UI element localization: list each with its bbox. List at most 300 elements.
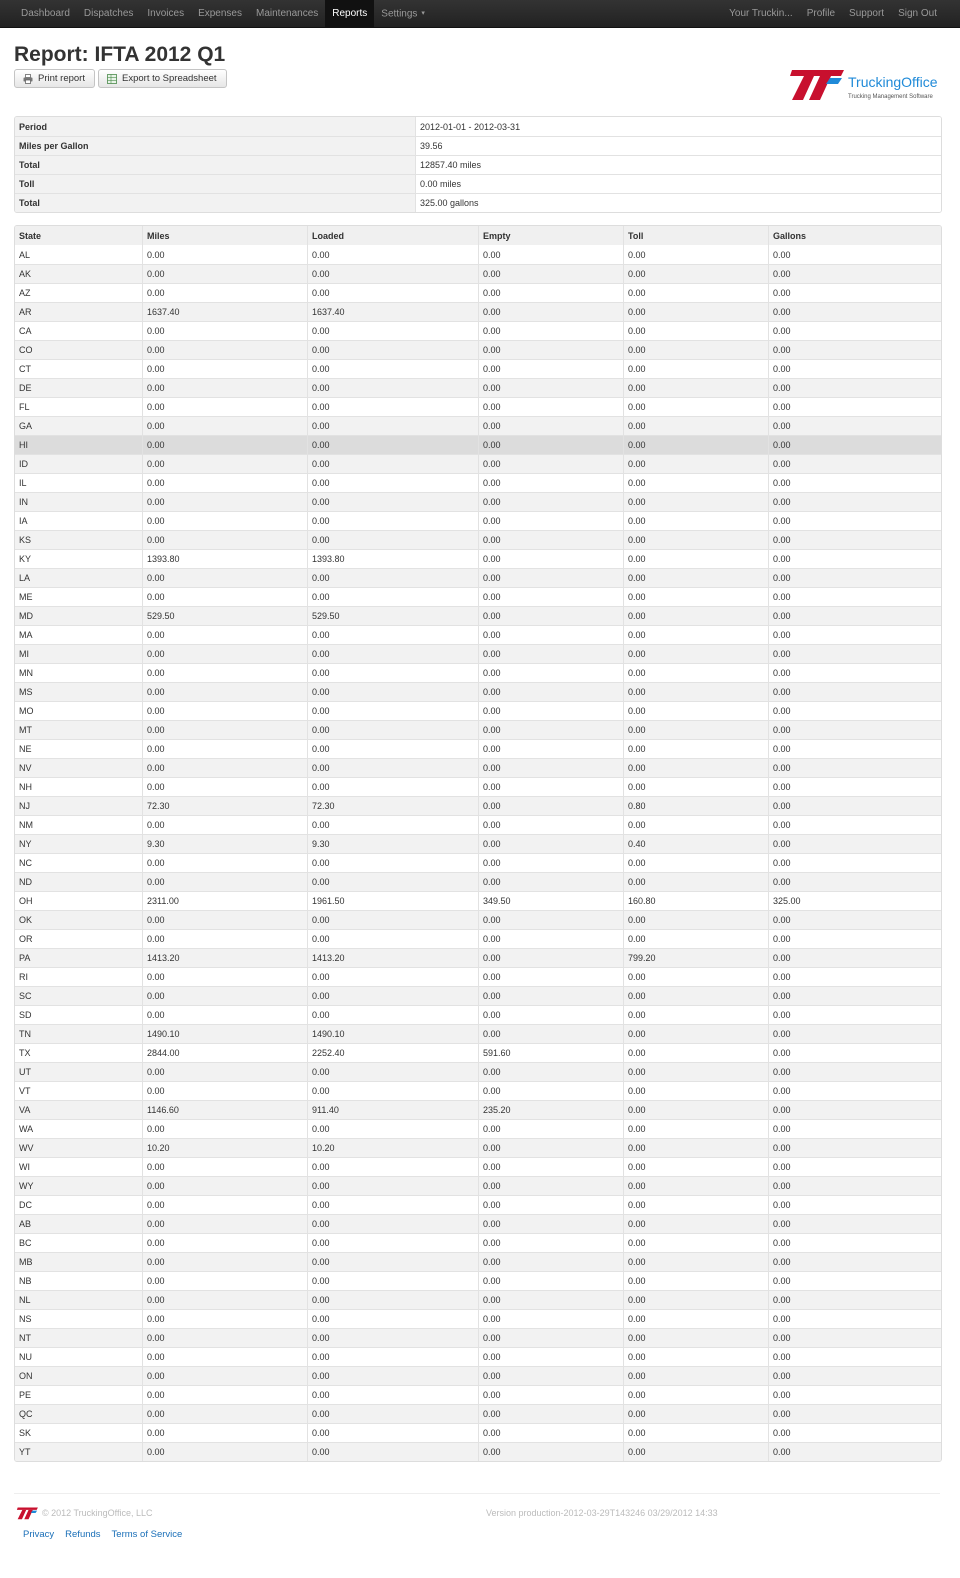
cell-gallons: 0.00 [768, 1100, 941, 1119]
table-row [15, 397, 941, 416]
cell-toll: 0.00 [623, 625, 768, 644]
summary-table [14, 116, 942, 213]
cell-state: SD [15, 1005, 142, 1024]
cell-gallons: 0.00 [768, 1081, 941, 1100]
cell-miles: 0.00 [142, 1119, 307, 1138]
footer-link-privacy[interactable]: Privacy [23, 1529, 55, 1540]
cell-state: OK [15, 910, 142, 929]
cell-toll: 0.00 [623, 1423, 768, 1442]
cell-empty: 0.00 [478, 1005, 623, 1024]
cell-toll: 0.00 [623, 1005, 768, 1024]
cell-toll: 0.00 [623, 264, 768, 283]
nav-label: Invoices [147, 8, 185, 19]
cell-state: AZ [15, 283, 142, 302]
column-header-state: State [15, 226, 142, 245]
footer-links [23, 1529, 182, 1540]
cell-state: NH [15, 777, 142, 796]
table-row [15, 1138, 941, 1157]
table-row [15, 834, 941, 853]
cell-toll: 0.00 [623, 606, 768, 625]
cell-miles: 9.30 [142, 834, 307, 853]
cell-empty: 0.00 [478, 1309, 623, 1328]
cell-empty: 0.00 [478, 1423, 623, 1442]
cell-loaded: 0.00 [307, 264, 478, 283]
cell-gallons: 0.00 [768, 492, 941, 511]
cell-state: FL [15, 397, 142, 416]
cell-loaded: 0.00 [307, 758, 478, 777]
column-header-miles: Miles [142, 226, 307, 245]
cell-toll: 0.00 [623, 1385, 768, 1404]
cell-loaded: 0.00 [307, 340, 478, 359]
cell-miles: 10.20 [142, 1138, 307, 1157]
cell-toll: 0.00 [623, 302, 768, 321]
cell-toll: 0.00 [623, 1347, 768, 1366]
cell-gallons: 0.00 [768, 986, 941, 1005]
cell-gallons: 0.00 [768, 872, 941, 891]
cell-toll: 0.00 [623, 321, 768, 340]
cell-empty: 0.00 [478, 587, 623, 606]
cell-miles: 529.50 [142, 606, 307, 625]
cell-loaded: 0.00 [307, 587, 478, 606]
cell-toll: 0.00 [623, 986, 768, 1005]
cell-loaded: 0.00 [307, 245, 478, 264]
cell-loaded: 0.00 [307, 492, 478, 511]
cell-state: MT [15, 720, 142, 739]
table-row [15, 1442, 941, 1461]
cell-gallons: 0.00 [768, 1024, 941, 1043]
cell-toll: 0.00 [623, 454, 768, 473]
cell-miles: 0.00 [142, 1081, 307, 1100]
cell-state: UT [15, 1062, 142, 1081]
footer-divider [14, 1493, 940, 1494]
cell-empty: 0.00 [478, 264, 623, 283]
cell-gallons: 0.00 [768, 1119, 941, 1138]
cell-empty: 0.00 [478, 530, 623, 549]
cell-loaded: 1413.20 [307, 948, 478, 967]
table-row [15, 967, 941, 986]
cell-miles: 0.00 [142, 473, 307, 492]
cell-toll: 0.00 [623, 245, 768, 264]
cell-miles: 0.00 [142, 853, 307, 872]
cell-gallons: 0.00 [768, 1423, 941, 1442]
cell-toll: 799.20 [623, 948, 768, 967]
cell-gallons: 0.00 [768, 264, 941, 283]
table-header-row [15, 226, 941, 245]
cell-loaded: 0.00 [307, 720, 478, 739]
cell-miles: 0.00 [142, 663, 307, 682]
table-row [15, 720, 941, 739]
cell-empty: 0.00 [478, 1062, 623, 1081]
cell-state: PE [15, 1385, 142, 1404]
table-row [15, 1119, 941, 1138]
summary-value: 39.56 [415, 136, 941, 155]
cell-loaded: 0.00 [307, 1214, 478, 1233]
cell-empty: 235.20 [478, 1100, 623, 1119]
cell-miles: 0.00 [142, 587, 307, 606]
cell-empty: 0.00 [478, 986, 623, 1005]
nav-expenses[interactable] [191, 0, 249, 28]
summary-label: Period [15, 117, 415, 136]
table-row [15, 1043, 941, 1062]
cell-gallons: 0.00 [768, 644, 941, 663]
cell-gallons: 0.00 [768, 1290, 941, 1309]
cell-loaded: 0.00 [307, 397, 478, 416]
cell-miles: 0.00 [142, 644, 307, 663]
print-report-button[interactable] [14, 69, 95, 88]
summary-value: 0.00 miles [415, 174, 941, 193]
cell-toll: 0.00 [623, 663, 768, 682]
cell-miles: 0.00 [142, 1195, 307, 1214]
nav-your-truckin[interactable] [722, 0, 800, 28]
table-row [15, 701, 941, 720]
cell-miles: 0.00 [142, 1176, 307, 1195]
summary-value: 325.00 gallons [415, 193, 941, 212]
table-row [15, 454, 941, 473]
nav-support[interactable] [842, 0, 891, 28]
printer-icon [23, 74, 33, 84]
nav-invoices[interactable] [140, 0, 191, 28]
footer-version: Version production-2012-03-29T143246 03/29/2012 14:33 [486, 1508, 718, 1518]
nav-label: Profile [806, 8, 836, 19]
cell-state: CT [15, 359, 142, 378]
column-header-toll: Toll [623, 226, 768, 245]
cell-empty: 0.00 [478, 1081, 623, 1100]
cell-loaded: 1393.80 [307, 549, 478, 568]
cell-gallons: 0.00 [768, 435, 941, 454]
cell-gallons: 0.00 [768, 720, 941, 739]
footer-link-refunds[interactable]: Refunds [65, 1529, 101, 1540]
cell-loaded: 1490.10 [307, 1024, 478, 1043]
cell-toll: 0.00 [623, 910, 768, 929]
cell-state: WI [15, 1157, 142, 1176]
cell-miles: 0.00 [142, 245, 307, 264]
cell-gallons: 0.00 [768, 777, 941, 796]
cell-empty: 0.00 [478, 1024, 623, 1043]
cell-loaded: 0.00 [307, 1062, 478, 1081]
nav-label: Maintenances [256, 8, 319, 19]
column-header-loaded: Loaded [307, 226, 478, 245]
cell-loaded: 0.00 [307, 625, 478, 644]
table-row [15, 1271, 941, 1290]
cell-empty: 0.00 [478, 1195, 623, 1214]
cell-loaded: 0.00 [307, 701, 478, 720]
export-spreadsheet-button[interactable] [98, 69, 227, 88]
cell-miles: 0.00 [142, 758, 307, 777]
summary-label: Total [15, 193, 415, 212]
cell-toll: 0.00 [623, 1138, 768, 1157]
table-row [15, 1062, 941, 1081]
nav-reports[interactable] [325, 0, 374, 28]
cell-state: TN [15, 1024, 142, 1043]
cell-empty: 0.00 [478, 853, 623, 872]
cell-miles: 0.00 [142, 701, 307, 720]
cell-state: NU [15, 1347, 142, 1366]
footer-link-terms-of-service[interactable]: Terms of Service [111, 1529, 183, 1540]
cell-state: BC [15, 1233, 142, 1252]
cell-toll: 0.00 [623, 1366, 768, 1385]
nav-dispatches[interactable] [77, 0, 140, 28]
cell-loaded: 0.00 [307, 1233, 478, 1252]
nav-label: Support [849, 8, 885, 19]
cell-empty: 0.00 [478, 720, 623, 739]
cell-loaded: 0.00 [307, 1366, 478, 1385]
cell-toll: 0.00 [623, 701, 768, 720]
cell-empty: 0.00 [478, 454, 623, 473]
cell-gallons: 0.00 [768, 1404, 941, 1423]
cell-miles: 0.00 [142, 872, 307, 891]
cell-loaded: 0.00 [307, 682, 478, 701]
nav-settings[interactable] [374, 0, 432, 28]
cell-miles: 0.00 [142, 283, 307, 302]
cell-loaded: 0.00 [307, 1385, 478, 1404]
cell-empty: 591.60 [478, 1043, 623, 1062]
table-row [15, 511, 941, 530]
cell-toll: 0.00 [623, 397, 768, 416]
cell-miles: 0.00 [142, 1442, 307, 1461]
cell-state: IL [15, 473, 142, 492]
cell-toll: 0.00 [623, 720, 768, 739]
cell-state: DC [15, 1195, 142, 1214]
cell-state: KY [15, 549, 142, 568]
cell-gallons: 325.00 [768, 891, 941, 910]
cell-gallons: 0.00 [768, 1043, 941, 1062]
cell-miles: 0.00 [142, 1366, 307, 1385]
cell-loaded: 911.40 [307, 1100, 478, 1119]
cell-miles: 1637.40 [142, 302, 307, 321]
cell-gallons: 0.00 [768, 1214, 941, 1233]
cell-miles: 0.00 [142, 530, 307, 549]
cell-toll: 0.00 [623, 1024, 768, 1043]
cell-toll: 0.00 [623, 492, 768, 511]
table-row [15, 1233, 941, 1252]
cell-gallons: 0.00 [768, 473, 941, 492]
cell-toll: 0.00 [623, 1404, 768, 1423]
cell-miles: 0.00 [142, 378, 307, 397]
cell-gallons: 0.00 [768, 1366, 941, 1385]
cell-miles: 0.00 [142, 720, 307, 739]
cell-miles: 0.00 [142, 1309, 307, 1328]
cell-empty: 0.00 [478, 834, 623, 853]
cell-gallons: 0.00 [768, 321, 941, 340]
cell-empty: 0.00 [478, 910, 623, 929]
cell-miles: 0.00 [142, 1404, 307, 1423]
nav-profile[interactable] [800, 0, 842, 28]
cell-gallons: 0.00 [768, 815, 941, 834]
cell-state: VT [15, 1081, 142, 1100]
cell-loaded: 0.00 [307, 1290, 478, 1309]
cell-loaded: 0.00 [307, 663, 478, 682]
table-row [15, 1157, 941, 1176]
print-report-label: Print report [38, 73, 85, 84]
cell-gallons: 0.00 [768, 910, 941, 929]
caret-down-icon: ▾ [421, 10, 425, 17]
cell-miles: 0.00 [142, 986, 307, 1005]
cell-loaded: 0.00 [307, 967, 478, 986]
cell-gallons: 0.00 [768, 1233, 941, 1252]
table-row [15, 682, 941, 701]
cell-empty: 0.00 [478, 701, 623, 720]
nav-dashboard[interactable] [14, 0, 77, 28]
cell-miles: 0.00 [142, 340, 307, 359]
cell-empty: 0.00 [478, 777, 623, 796]
cell-toll: 0.00 [623, 967, 768, 986]
cell-empty: 0.00 [478, 796, 623, 815]
logo-tagline: Trucking Management Software [848, 94, 933, 100]
cell-loaded: 0.00 [307, 1328, 478, 1347]
cell-toll: 0.00 [623, 853, 768, 872]
cell-gallons: 0.00 [768, 302, 941, 321]
cell-toll: 0.00 [623, 378, 768, 397]
cell-state: AB [15, 1214, 142, 1233]
table-row [15, 359, 941, 378]
cell-loaded: 0.00 [307, 1195, 478, 1214]
cell-state: VA [15, 1100, 142, 1119]
table-row [15, 1195, 941, 1214]
nav-label: Settings [381, 8, 418, 20]
cell-loaded: 0.00 [307, 359, 478, 378]
cell-state: MN [15, 663, 142, 682]
table-row [15, 1385, 941, 1404]
cell-gallons: 0.00 [768, 416, 941, 435]
table-row [15, 758, 941, 777]
table-row [15, 1366, 941, 1385]
cell-loaded: 10.20 [307, 1138, 478, 1157]
cell-miles: 0.00 [142, 1347, 307, 1366]
cell-empty: 0.00 [478, 1385, 623, 1404]
cell-toll: 0.00 [623, 872, 768, 891]
table-row [15, 1252, 941, 1271]
nav-label: Dashboard [21, 8, 70, 19]
cell-toll: 0.00 [623, 1233, 768, 1252]
cell-state: IA [15, 511, 142, 530]
cell-gallons: 0.00 [768, 1062, 941, 1081]
summary-value: 2012-01-01 - 2012-03-31 [415, 117, 941, 136]
cell-empty: 0.00 [478, 321, 623, 340]
table-row [15, 530, 941, 549]
cell-empty: 0.00 [478, 739, 623, 758]
cell-empty: 0.00 [478, 359, 623, 378]
cell-gallons: 0.00 [768, 1176, 941, 1195]
cell-gallons: 0.00 [768, 1157, 941, 1176]
table-row [15, 1176, 941, 1195]
cell-state: ND [15, 872, 142, 891]
summary-row [15, 117, 941, 136]
cell-miles: 0.00 [142, 1385, 307, 1404]
cell-gallons: 0.00 [768, 929, 941, 948]
nav-sign-out[interactable] [891, 0, 944, 28]
cell-loaded: 0.00 [307, 1157, 478, 1176]
cell-state: MD [15, 606, 142, 625]
cell-miles: 0.00 [142, 682, 307, 701]
cell-miles: 0.00 [142, 416, 307, 435]
table-row [15, 777, 941, 796]
cell-loaded: 0.00 [307, 777, 478, 796]
cell-state: MA [15, 625, 142, 644]
logo-name: TruckingOffice [848, 74, 938, 90]
table-row [15, 549, 941, 568]
cell-state: NJ [15, 796, 142, 815]
cell-state: CO [15, 340, 142, 359]
cell-miles: 0.00 [142, 568, 307, 587]
nav-maintenances[interactable] [249, 0, 325, 28]
nav-label: Dispatches [83, 8, 134, 19]
cell-toll: 0.00 [623, 283, 768, 302]
cell-gallons: 0.00 [768, 1347, 941, 1366]
cell-state: WY [15, 1176, 142, 1195]
cell-empty: 0.00 [478, 682, 623, 701]
cell-state: WV [15, 1138, 142, 1157]
table-row [15, 644, 941, 663]
cell-toll: 0.00 [623, 777, 768, 796]
cell-empty: 0.00 [478, 511, 623, 530]
cell-state: AK [15, 264, 142, 283]
truckingoffice-logo[interactable] [786, 66, 946, 106]
cell-gallons: 0.00 [768, 454, 941, 473]
cell-toll: 0.00 [623, 682, 768, 701]
cell-state: SK [15, 1423, 142, 1442]
cell-empty: 0.00 [478, 397, 623, 416]
cell-loaded: 0.00 [307, 1252, 478, 1271]
cell-state: NC [15, 853, 142, 872]
cell-empty: 0.00 [478, 948, 623, 967]
cell-state: LA [15, 568, 142, 587]
cell-state: DE [15, 378, 142, 397]
table-row [15, 435, 941, 454]
main-nav [14, 0, 432, 28]
cell-empty: 0.00 [478, 245, 623, 264]
cell-empty: 0.00 [478, 302, 623, 321]
cell-gallons: 0.00 [768, 1138, 941, 1157]
cell-loaded: 0.00 [307, 986, 478, 1005]
cell-state: NV [15, 758, 142, 777]
cell-toll: 0.00 [623, 511, 768, 530]
cell-empty: 0.00 [478, 492, 623, 511]
cell-loaded: 0.00 [307, 530, 478, 549]
cell-miles: 0.00 [142, 1214, 307, 1233]
cell-gallons: 0.00 [768, 549, 941, 568]
table-row [15, 302, 941, 321]
cell-gallons: 0.00 [768, 283, 941, 302]
table-row [15, 815, 941, 834]
cell-miles: 0.00 [142, 1423, 307, 1442]
report-actions [14, 69, 227, 88]
cell-loaded: 0.00 [307, 872, 478, 891]
cell-empty: 0.00 [478, 1366, 623, 1385]
column-header-empty: Empty [478, 226, 623, 245]
table-row [15, 1423, 941, 1442]
cell-toll: 0.00 [623, 568, 768, 587]
cell-toll: 0.00 [623, 815, 768, 834]
cell-empty: 0.00 [478, 1271, 623, 1290]
cell-miles: 0.00 [142, 511, 307, 530]
table-row [15, 1309, 941, 1328]
cell-toll: 0.00 [623, 1043, 768, 1062]
cell-miles: 2311.00 [142, 891, 307, 910]
footer-logo-icon [14, 1506, 40, 1520]
cell-toll: 0.80 [623, 796, 768, 815]
cell-toll: 0.00 [623, 929, 768, 948]
cell-empty: 0.00 [478, 1290, 623, 1309]
table-row [15, 245, 941, 264]
cell-toll: 0.00 [623, 1252, 768, 1271]
cell-miles: 0.00 [142, 397, 307, 416]
cell-empty: 0.00 [478, 625, 623, 644]
table-row [15, 1214, 941, 1233]
cell-miles: 0.00 [142, 359, 307, 378]
cell-state: MB [15, 1252, 142, 1271]
cell-toll: 0.00 [623, 758, 768, 777]
cell-toll: 0.00 [623, 1119, 768, 1138]
